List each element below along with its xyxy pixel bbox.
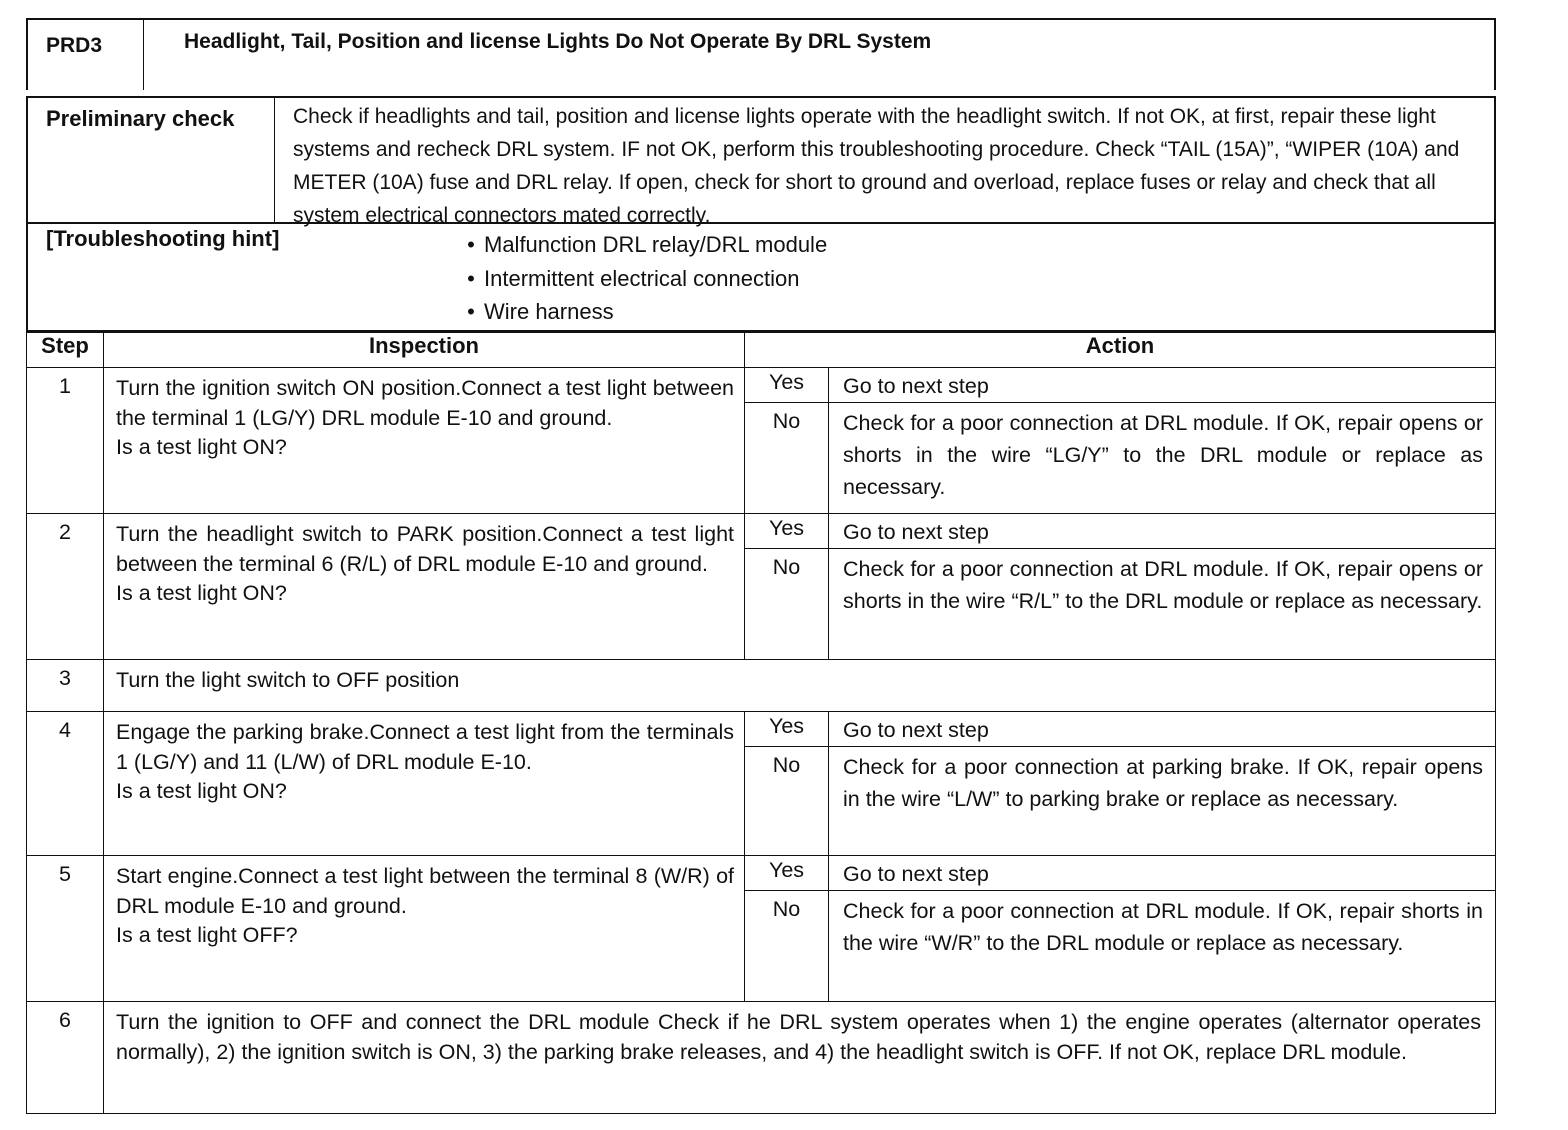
no-label: No: [745, 747, 829, 856]
inspection-cell: [104, 712, 745, 856]
table-header-row: [27, 333, 1496, 368]
inspection-text: Turn the headlight switch to PARK position.Connect a test light between the terminal 6 (R/L) of DRL module E-10 and ground.: [116, 522, 734, 576]
step-number: 3: [27, 660, 104, 712]
table-row: [27, 712, 1496, 747]
procedure-title: Headlight, Tail, Position and license Lights Do Not Operate By DRL System: [184, 30, 932, 53]
action-column-header: Action: [745, 333, 1496, 368]
table-row: [27, 660, 1496, 712]
inspection-cell: Turn the light switch to OFF position: [104, 660, 1496, 712]
inspection-question: Is a test light ON?: [116, 435, 287, 459]
inspection-column-header: Inspection: [104, 333, 745, 368]
procedure-header: [26, 18, 1496, 90]
no-action: Check for a poor connection at DRL module. If OK, repair opens or shorts in the wire “LG/Y” to the DRL module or replace as necessary.: [829, 403, 1496, 514]
table-row: [27, 1002, 1496, 1114]
yes-label: Yes: [745, 712, 829, 747]
inspection-cell: [104, 514, 745, 660]
step-number: 6: [27, 1002, 104, 1114]
step-number: 5: [27, 856, 104, 1002]
hint-item: • Wire harness: [458, 295, 827, 329]
yes-label: Yes: [745, 368, 829, 403]
inspection-question: Is a test light OFF?: [116, 923, 298, 947]
no-label: No: [745, 403, 829, 514]
step-number: 1: [27, 368, 104, 514]
inspection-question: Is a test light ON?: [116, 779, 287, 803]
inspection-text: Engage the parking brake.Connect a test light from the terminals 1 (LG/Y) and 11 (L/W) of DRL module E-10.: [116, 720, 734, 774]
troubleshooting-hint-label: [Troubleshooting hint]: [46, 226, 280, 251]
inspection-question: Is a test light ON?: [116, 581, 287, 605]
troubleshooting-sheet: [26, 18, 1496, 1114]
yes-action: Go to next step: [829, 368, 1496, 403]
preliminary-check: [26, 96, 1496, 227]
hint-item: • Intermittent electrical connection: [458, 262, 827, 296]
step-number: 4: [27, 712, 104, 856]
yes-action: Go to next step: [829, 856, 1496, 891]
hint-item: • Malfunction DRL relay/DRL module: [458, 228, 827, 262]
table-row: [27, 368, 1496, 403]
step-number: 2: [27, 514, 104, 660]
no-label: No: [745, 549, 829, 660]
no-label: No: [745, 891, 829, 1002]
yes-action: Go to next step: [829, 514, 1496, 549]
yes-label: Yes: [745, 856, 829, 891]
no-action: Check for a poor connection at parking brake. If OK, repair opens in the wire “L/W” to parking brake or replace as necessary.: [829, 747, 1496, 856]
inspection-cell: [104, 856, 745, 1002]
preliminary-check-text: Check if headlights and tail, position and license lights operate with the headlight switch. If not OK, at first, repair these light systems and recheck DRL system. IF not OK, perform this troubleshooting procedure. Check “TAIL (15A)”, “WIPER (10A) and METER (10A) fuse and DRL relay. If open, check for short to ground and overload, replace fuses or relay and check that all system electrical connectors mated correctly.: [293, 105, 1460, 227]
table-row: [27, 856, 1496, 891]
inspection-cell: [104, 368, 745, 514]
inspection-cell: Turn the ignition to OFF and connect the DRL module Check if he DRL system operates when 1) the engine operates (alternator operates normally), 2) the ignition switch is ON, 3) the parking brake releases, and 4) the headlight switch is OFF. If not OK, replace DRL module.: [104, 1002, 1496, 1114]
steps-table: [26, 332, 1496, 1114]
hint-list: [458, 228, 827, 329]
no-action: Check for a poor connection at DRL module. If OK, repair opens or shorts in the wire “R/L” to the DRL module or replace as necessary.: [829, 549, 1496, 660]
yes-action: Go to next step: [829, 712, 1496, 747]
no-action: Check for a poor connection at DRL module. If OK, repair shorts in the wire “W/R” to the DRL module or replace as necessary.: [829, 891, 1496, 1002]
procedure-code: PRD3: [28, 20, 144, 90]
yes-label: Yes: [745, 514, 829, 549]
preliminary-check-label: Preliminary check: [28, 98, 275, 222]
inspection-text: Start engine.Connect a test light between the terminal 8 (W/R) of DRL module E-10 and ground.: [116, 864, 734, 918]
inspection-text: Turn the ignition switch ON position.Connect a test light between the terminal 1 (LG/Y) DRL module E-10 and ground.: [116, 376, 734, 430]
table-row: [27, 514, 1496, 549]
troubleshooting-hint: [26, 224, 1496, 332]
step-column-header: Step: [27, 333, 104, 368]
